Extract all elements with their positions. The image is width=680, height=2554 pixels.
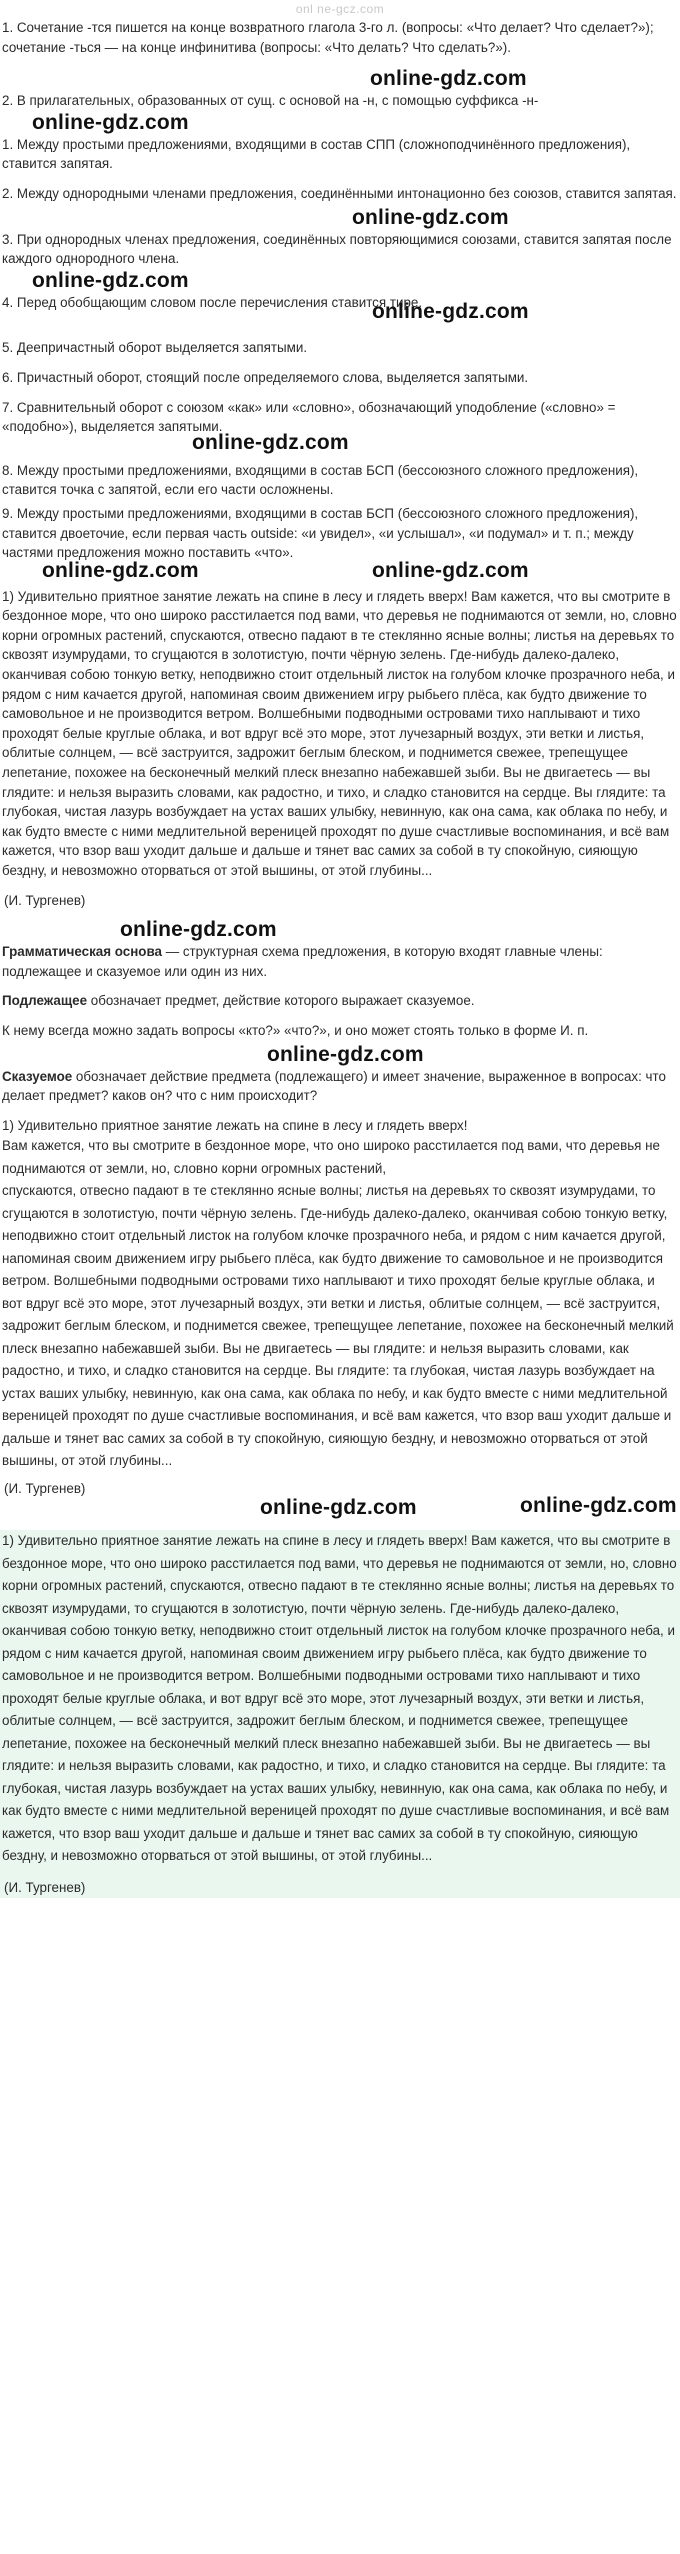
passage-2-line: Вам кажется, что вы смотрите в бездонное море, что оно широко расстилается под вами, что деревья не поднимаются от земли, но, словно корни огромных растений, — [2, 1138, 660, 1176]
subject-term: Подлежащее — [2, 993, 88, 1009]
passage-2 — [0, 1116, 680, 1499]
watermark: online-gdz.com — [267, 1042, 424, 1066]
watermark: online-gdz.com — [352, 205, 509, 229]
watermark: online-gdz.com — [32, 268, 189, 292]
watermark: online-gdz.com — [32, 110, 189, 134]
author: (И. Тургенев) — [4, 1480, 86, 1496]
rule-item: 3. При однородных членах предложения, соединённых повторяющимися союзами, ставится запятая после каждого однородного члена. — [2, 231, 672, 267]
rule-item: 6. Причастный оборот, стоящий после определяемого слова, выделяется запятыми. — [2, 369, 529, 385]
definition-grammar — [2, 942, 678, 981]
passage-text: 1) Удивительно приятное занятие лежать на спине в лесу и глядеть вверх! Вам кажется, что вы смотрите в бездонное море, что оно широко расстилается под вами, что деревья не поднимаются от земли, но, словно корни огромных растений, спускаются, отвесно падают в те стеклянно ясные волны; листья на деревьях то сквозят изумрудами, то сгущаются в золотистую, почти чёрную зелень. Где-нибудь далеко-далеко, оканчивая собою тонкую ветку, неподвижно стоит отдельный листок на голубом клочке прозрачного неба, и рядом с ним качается другой, напоминая своим движением игру рыбьего плёса, как будто движение то самовольное и не производится ветром. Волшебными подводными островами тихо наплывают и тихо проходят белые круглые облака, и вот вдруг всё это море, этот лучезарный воздух, эти ветки и листья, облитые солнцем, — всё заструится, задрожит беглым блеском, и поднимется свежее, трепещущее лепетание, похожее на бесконечный мелкий плеск внезапно набежавшей зыби. Вы не двигаетесь — вы глядите: и нельзя выразить словами, как радостно, и тихо, и сладко становится на сердце. Вы глядите: та глубокая, чистая лазурь возбуждает на устах ваших улыбку, невинную, как она сама, как облака по небу, и как будто вместе с ними медлительной вереницей проходят по душе счастливые воспоминания, и всё вам кажется, что взор ваш уходит дальше и дальше и тянет вас самих за собой в ту спокойную, сияющую бездну, и невозможно оторваться от этой вышины, от этой глубины... — [2, 588, 677, 878]
rule-item: 9. Между простыми предложениями, входящими в состав БСП (бессоюзного сложного предложения), ставится двоеточие, если первая часть outside: «и увидел», «и услышал», «и подумал» и т. п.; между частями предложения можно поставить «что». — [2, 505, 639, 561]
subject-text: обозначает предмет, действие которого выражает сказуемое. — [87, 993, 475, 1009]
definition-predicate — [2, 1067, 678, 1106]
passage-3 — [0, 1530, 680, 1897]
watermark: online-gdz.com — [120, 918, 277, 942]
definitions — [0, 942, 680, 1106]
watermark-row — [2, 269, 678, 293]
passage-1 — [0, 587, 680, 911]
rule-item: 1. Сочетание -тся пишется на конце возвратного глагола 3-го л. (вопросы: «Что делает? Что сделает?»); сочетание -ться — на конце инфинитива (вопросы: «Что делать? Что сделать?»). — [2, 20, 654, 55]
author: (И. Тургенев) — [4, 892, 86, 908]
watermark-row — [2, 1043, 678, 1067]
grammar-text: — структурная схема предложения, в которую входят главные члены: подлежащее и сказуемое или один из них. — [2, 944, 603, 979]
watermark-row — [0, 1494, 680, 1530]
watermark-row — [2, 430, 678, 461]
predicate-term: Сказуемое — [2, 1068, 73, 1084]
rule-item: 2. В прилагательных, образованных от сущ. с основой на -н, с помощью суффикса -н- — [2, 93, 539, 109]
rule-item: 8. Между простыми предложениями, входящими в состав БСП (бессоюзного сложного предложения), ставится точка с запятой, если его части осложнены. — [2, 462, 639, 498]
watermark-row — [2, 558, 678, 587]
watermark: online-gdz.com — [372, 300, 529, 324]
watermark-row — [0, 918, 680, 942]
rule-item: 7. Сравнительный оборот с союзом «как» или «словно», обозначающий уподобление («словно» = «подобно»), выделяется запятыми. — [2, 399, 616, 435]
passage-2-line: спускаются, отвесно падают в те стеклянно ясные волны; листья на деревьях то сквозят изумрудами, то сгущаются в золотистую, почти чёрную зелень. Где-нибудь далеко-далеко, оканчивая собою тонкую ветку, неподвижно стоит отдельный листок на голубом клочке прозрачного неба, и рядом с ним качается другой, напоминая своим движением игру рыбьего плёса, как будто движение то самовольное и не производится ветром. Волшебными подводными островами тихо наплывают и тихо проходят белые круглые облака, и вот вдруг всё это море, этот лучезарный воздух, эти ветки и листья, облитые солнцем, — всё заструится, задрожит беглым блеском, и поднимется свежее, трепещущее лепетание, похожее на бесконечный мелкий плеск внезапно набежавшей зыби. Вы не двигаетесь — вы глядите: и нельзя выразить словами, как радостно, и тихо, и сладко становится на сердце. Вы глядите: та глубокая, чистая лазурь возбуждает на устах ваших улыбку, невинную, как она сама, как облака по небу, и как будто вместе с ними медлительной вереницей проходят по душе счастливые воспоминания, и всё вам кажется, что взор ваш уходит дальше и дальше и тянет вас самих за собой в ту спокойную, сияющую бездну, и невозможно оторваться от этой вышины, от этой глубины... — [2, 1183, 674, 1469]
watermark: online-gdz.com — [260, 1496, 417, 1520]
subject-note: К нему всегда можно задать вопросы «кто?» «что?», и оно может стоять только в форме И. п. — [2, 1022, 589, 1038]
watermark: online-gdz.com — [370, 67, 527, 91]
watermark: online-gdz.com — [520, 1494, 677, 1518]
watermark-row — [2, 206, 678, 230]
passage-3-text: 1) Удивительно приятное занятие лежать на спине в лесу и глядеть вверх! Вам кажется, что вы смотрите в бездонное море, что оно широко расстилается под вами, что деревья не поднимаются от земли, но, словно корни огромных растений, спускаются, отвесно падают в те стеклянно ясные волны; листья на деревьях то сквозят изумрудами, то сгущаются в золотистую, почти чёрную зелень. Где-нибудь далеко-далеко, оканчивая собою тонкую ветку, неподвижно стоит отдельный листок на голубом клочке прозрачного неба, и рядом с ним качается другой, напоминая своим движением игру рыбьего плёса, как будто движение то самовольное и не производится ветром. Волшебными подводными островами тихо наплывают и тихо проходят белые круглые облака, и вот вдруг всё это море, этот лучезарный воздух, эти ветки и листья, облитые солнцем, — всё заструится, задрожит беглым блеском, и поднимется свежее, трепещущее лепетание, похожее на бесконечный мелкий плеск внезапно набежавшей зыби. Вы не двигаетесь — вы глядите: и нельзя выразить словами, как радостно, и тихо, и сладко становится на сердце. Вы глядите: та глубокая, чистая лазурь возбуждает на устах ваших улыбку, невинную, как она сама, как облака по небу, и как будто вместе с ними медлительной вереницей проходят по душе счастливые воспоминания, и всё вам кажется, что взор ваш уходит дальше и дальше и тянет вас самих за собой в ту спокойную, сияющую бездну, и невозможно оторваться от этой вышины, от этой глубины... — [2, 1533, 677, 1864]
rule-item: 4. Перед обобщающим словом после перечисления ставится тире. — [2, 294, 423, 310]
header-watermark: onl ne-gcz.com — [295, 2, 385, 16]
passage-2-intro: 1) Удивительно приятное занятие лежать на спине в лесу и глядеть вверх! — [2, 1117, 468, 1133]
definition-subject — [2, 991, 678, 1011]
watermark: online-gdz.com — [372, 558, 529, 582]
rule-item: 5. Деепричастный оборот выделяется запятыми. — [2, 340, 308, 356]
rule-item: 1. Между простыми предложениями, входящими в состав СПП (сложноподчинённого предложения), ставится запятая. — [2, 136, 631, 172]
rule-item: 2. Между однородными членами предложения, соединёнными интонационно без союзов, ставится запятая. — [2, 185, 677, 201]
author: (И. Тургенев) — [4, 1879, 86, 1895]
grammar-term: Грамматическая основа — [2, 944, 162, 960]
watermark: online-gdz.com — [42, 558, 199, 582]
rules-list — [0, 18, 680, 587]
predicate-text: обозначает действие предмета (подлежащего) и имеет значение, выраженное в вопросах: что делает предмет? каков он? что с ним происходит? — [2, 1068, 666, 1104]
watermark: online-gdz.com — [192, 430, 349, 454]
watermark-row — [2, 67, 678, 91]
watermark-row — [2, 111, 678, 135]
